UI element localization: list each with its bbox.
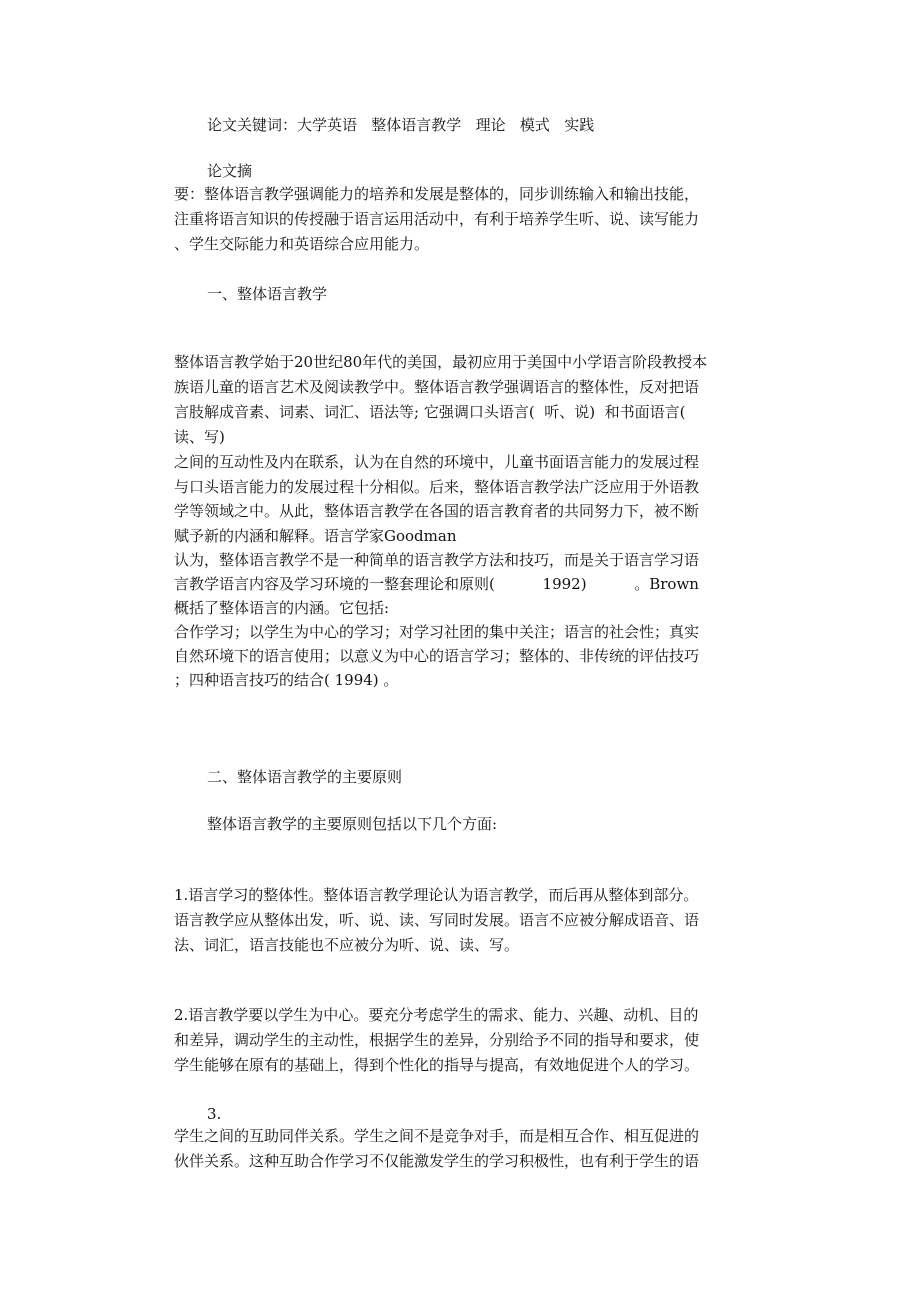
body-line: 读、写)	[174, 428, 225, 446]
body-line: 合作学习；以学生为中心的学习；对学习社团的集中关注；语言的社会性；真实	[174, 623, 700, 641]
body-line: 语言教学应从整体出发，听、说、读、写同时发展。语言不应被分解成语音、语	[174, 911, 700, 929]
abstract-line: 注重将语言知识的传授融于语言运用活动中，有利于培养学生听、说、读写能力	[174, 210, 700, 228]
body-line: 伙伴关系。这种互助合作学习不仅能激发学生的学习积极性，也有利于学生的语	[174, 1152, 700, 1170]
body-line: 概括了整体语言的内涵。它包括:	[174, 599, 390, 617]
body-line: 整体语言教学始于20世纪80年代的美国，最初应用于美国中小学语言阶段教授本	[174, 353, 708, 371]
section-heading: 一、整体语言教学	[207, 285, 328, 303]
body-line: 之间的互动性及内在联系，认为在自然的环境中，儿童书面语言能力的发展过程	[174, 453, 700, 471]
body-line: 和差异，调动学生的主动性，根据学生的差异，分别给予不同的指导和要求，使	[174, 1031, 700, 1049]
body-line: 学等领域之中。从此，整体语言教学在各国的语言教育者的共同努力下，被不断	[174, 502, 700, 520]
abstract-line: 、学生交际能力和英语综合应用能力。	[174, 235, 430, 253]
body-line: 认为，整体语言教学不是一种简单的语言教学方法和技巧，而是关于语言学习语	[174, 551, 700, 569]
keywords-line: 论文关键词：大学英语 整体语言教学 理论 模式 实践	[207, 116, 595, 134]
section-heading: 二、整体语言教学的主要原则	[207, 768, 403, 786]
abstract-label: 论文摘	[207, 162, 253, 180]
body-line: 言教学语言内容及学习环境的一整套理论和原则( 1992) 。Brown	[174, 575, 699, 593]
body-line: 赋予新的内涵和解释。语言学家Goodman	[174, 527, 457, 545]
abstract-line: 要：整体语言教学强调能力的培养和发展是整体的，同步训练输入和输出技能，	[174, 185, 700, 203]
body-line: 自然环境下的语言使用；以意义为中心的语言学习；整体的、非传统的评估技巧	[174, 647, 700, 665]
body-line: 法、词汇，语言技能也不应被分为听、说、读、写。	[174, 936, 520, 954]
body-line: ；四种语言技巧的结合( 1994) 。	[174, 671, 399, 689]
body-line: 1.语言学习的整体性。整体语言教学理论认为语言教学，而后再从整体到部分。	[174, 886, 699, 904]
body-line: 言肢解成音素、词素、词汇、语法等; 它强调口头语言( 听、说) 和书面语言(	[174, 403, 686, 421]
body-line: 与口头语言能力的发展过程十分相似。后来，整体语言教学法广泛应用于外语教	[174, 478, 700, 496]
body-line: 2.语言教学要以学生为中心。要充分考虑学生的需求、能力、兴趣、动机、目的	[174, 1006, 699, 1024]
point-number: 3.	[207, 1105, 222, 1123]
section-intro: 整体语言教学的主要原则包括以下几个方面:	[207, 815, 498, 833]
body-line: 学生能够在原有的基础上，得到个性化的指导与提高，有效地促进个人的学习。	[174, 1056, 700, 1074]
body-line: 学生之间的互助同伴关系。学生之间不是竞争对手，而是相互合作、相互促进的	[174, 1127, 700, 1145]
body-line: 族语儿童的语言艺术及阅读教学中。整体语言教学强调语言的整体性，反对把语	[174, 378, 700, 396]
